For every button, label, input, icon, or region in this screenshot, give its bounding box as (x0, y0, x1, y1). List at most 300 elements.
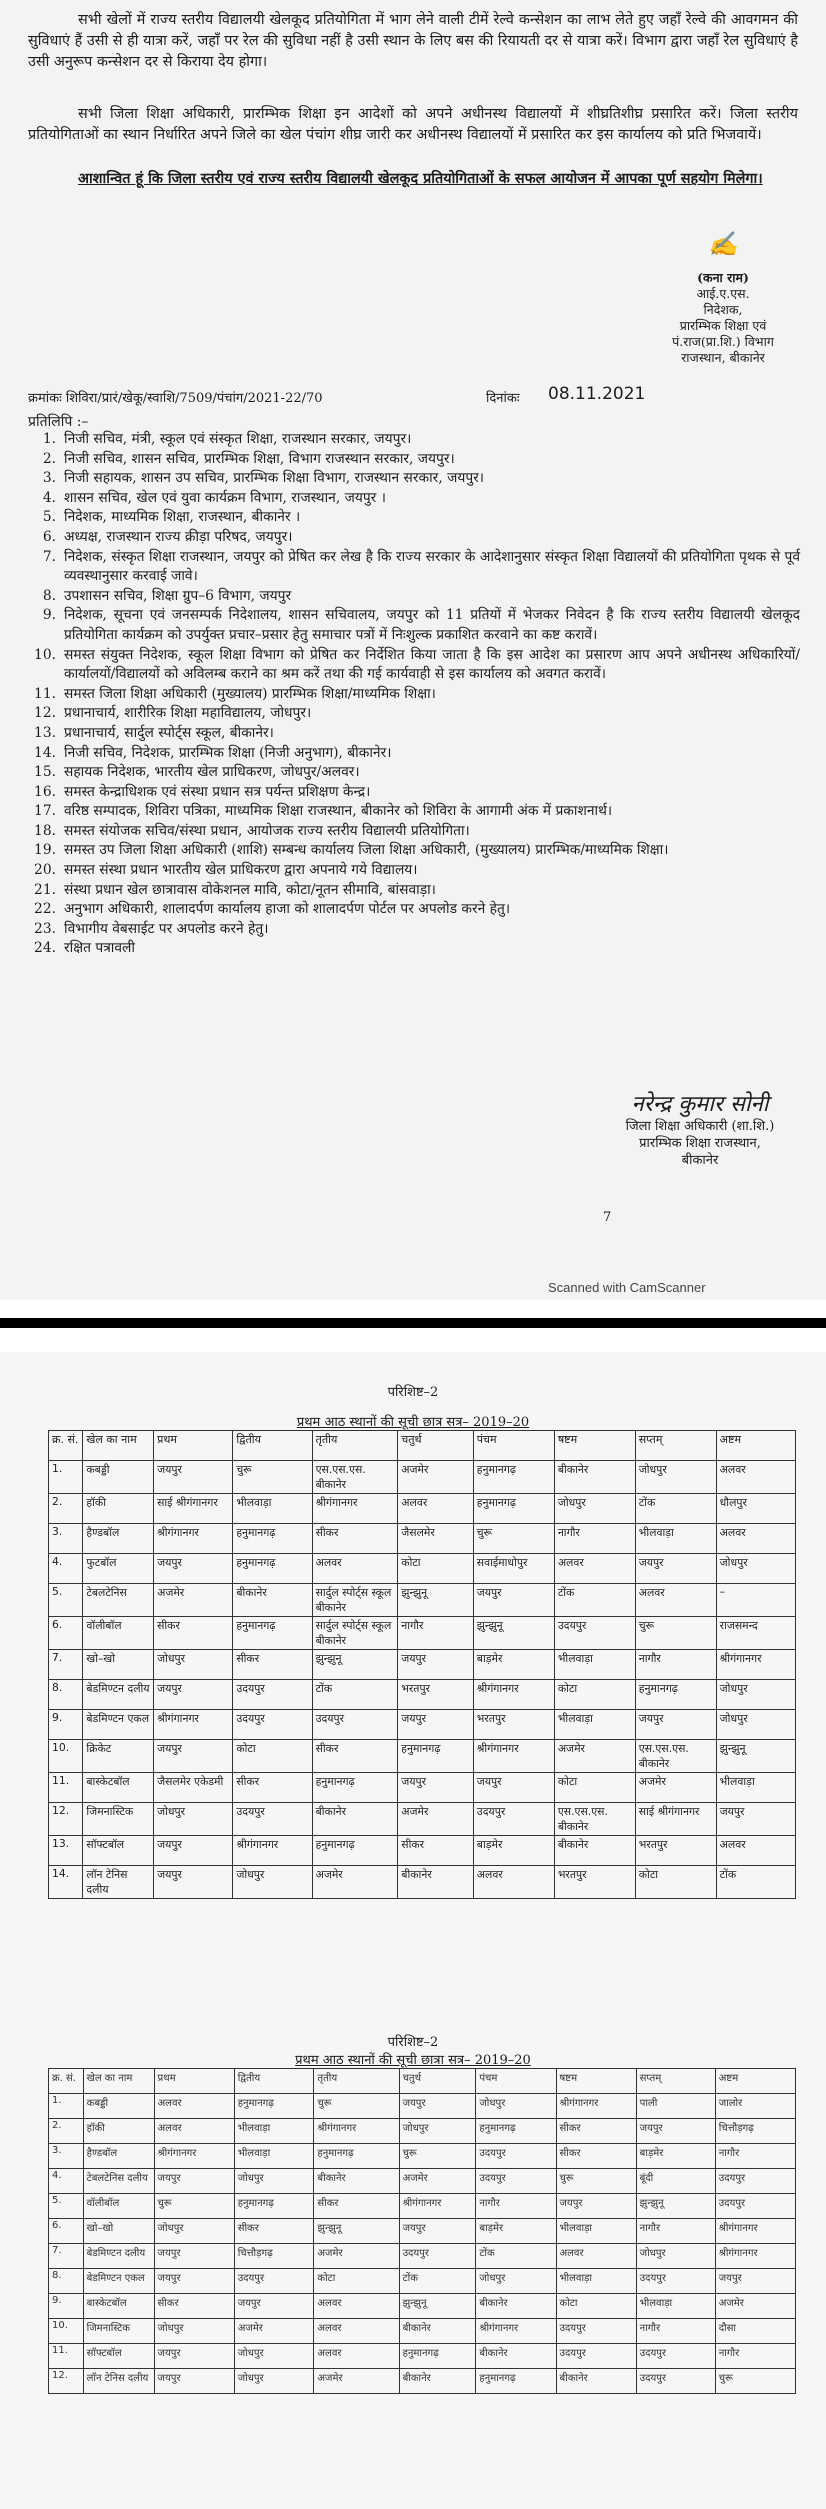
table-cell: श्रीगंगानगर (233, 1836, 312, 1866)
column-header: प्रथम (154, 2069, 234, 2094)
table-cell: श्रीगंगानगर (154, 1710, 233, 1740)
table-cell: 9. (49, 1710, 83, 1740)
table-cell: जोधपुर (476, 2094, 556, 2119)
copy-item-text: निजी सचिव, मंत्री, स्कूल एवं संस्कृत शिक्षा, राजस्थान सरकार, जयपुर। (64, 431, 412, 447)
copy-item-number: 17. (34, 803, 56, 820)
table-row (49, 2194, 796, 2219)
table-cell: बीकानेर (554, 1836, 635, 1866)
table-cell: 8. (49, 2269, 84, 2294)
table-cell: उदयपुर (233, 1710, 312, 1740)
signature-line: प्रारम्भिक शिक्षा एवं (679, 318, 767, 333)
table-header-row (49, 2069, 796, 2094)
copy-item-number: 6. (42, 528, 56, 545)
table-cell: वॉलीबॉल (83, 2194, 154, 2219)
copy-item-text: समस्त केन्द्राधिशक एवं संस्था प्रधान सत्र पर्यन्त प्रशिक्षण केन्द्र। (64, 783, 371, 800)
table-cell: सीकर (312, 1740, 398, 1773)
table-cell: झुन्झुनू (473, 1617, 554, 1650)
table-cell: नागौर (635, 1650, 716, 1680)
column-header: षष्टम (554, 1431, 635, 1461)
table-cell: बीकानेर (399, 2319, 476, 2344)
table-cell: एस.एस.एस. बीकानेर (635, 1740, 716, 1773)
table-header-row (49, 1431, 796, 1461)
table-cell: जैसलमेर एकेडमी (154, 1773, 233, 1803)
column-header: सप्तम् (636, 2069, 715, 2094)
table-cell: बेडमिण्टन दलीय (83, 1680, 154, 1710)
table-cell: हैण्डबॉल (83, 1524, 154, 1554)
date-label: दिनांकः (486, 391, 520, 406)
table-cell: जोधपुर (154, 2319, 234, 2344)
table-cell: अलवर (314, 2319, 399, 2344)
table-cell: जयपुर (716, 1803, 795, 1836)
copy-item-number: 9. (42, 607, 56, 624)
table-cell: नागौर (636, 2219, 715, 2244)
table-row (49, 2344, 796, 2369)
table-cell: जोधपुर (234, 2369, 314, 2394)
copy-item-text: सहायक निदेशक, भारतीय खेल प्राधिकरण, जोधपुर/अलवर। (64, 764, 360, 781)
annex-page (0, 1352, 826, 2509)
table-cell: नागौर (715, 2344, 795, 2369)
table-row (49, 1617, 796, 1650)
signature-line: बीकानेर (681, 1153, 719, 1168)
table-cell: टोंक (476, 2244, 556, 2269)
table-row (49, 1494, 796, 1524)
table-cell: जयपुर (154, 1866, 233, 1899)
table-cell: अजमेर (154, 1584, 233, 1617)
copy-item-number: 16. (34, 783, 56, 800)
table-cell: बास्केटबॉल (83, 2294, 154, 2319)
table-row (49, 2119, 796, 2144)
girls-annex-label: परिशिष्ट–2 (387, 2035, 439, 2050)
table-cell: बेडमिण्टन एकल (83, 2269, 154, 2294)
table-cell: बीकानेर (554, 1461, 635, 1494)
table-cell: चुरू (154, 2194, 234, 2219)
copy-item-number: 15. (34, 764, 56, 781)
boys-table-title: प्रथम आठ स्थानों की सूची छात्र सत्र– 2019–20 (296, 1415, 530, 1430)
table-cell: जिमनास्टिक (83, 1803, 154, 1836)
copy-item-text: अनुभाग अधिकारी, शालादर्पण कार्यालय हाजा को शालादर्पण पोर्टल पर अपलोड करने हेतु। (64, 901, 511, 918)
table-cell: चुरू (473, 1524, 554, 1554)
copy-list-item (30, 587, 800, 607)
table-cell: राजसमन्द (716, 1617, 795, 1650)
table-cell: उदयपुर (399, 2244, 476, 2269)
table-cell: उदयपुर (233, 1680, 312, 1710)
table-cell: अजमेर (312, 1866, 398, 1899)
table-cell: चित्तौड़गढ़ (715, 2119, 795, 2144)
copy-list-item (30, 920, 800, 940)
table-row (49, 1650, 796, 1680)
table-cell: जयपुर (635, 1710, 716, 1740)
table-cell: 12. (49, 1803, 83, 1836)
column-header: तृतीय (314, 2069, 399, 2094)
table-cell: भीलवाड़ा (234, 2119, 314, 2144)
column-header: प्रथम (154, 1431, 233, 1461)
table-cell: जयपुर (154, 1740, 233, 1773)
table-cell: श्रीगंगानगर (715, 2244, 795, 2269)
table-cell: 2. (49, 2119, 84, 2144)
table-cell: चुरू (556, 2169, 636, 2194)
table-cell: टोंक (399, 2269, 476, 2294)
table-cell: जोधपुर (554, 1494, 635, 1524)
table-cell: 3. (49, 2144, 84, 2169)
table-cell: चुरू (399, 2144, 476, 2169)
table-row (49, 2269, 796, 2294)
copy-list-item (30, 763, 800, 783)
table-cell: 4. (49, 2169, 84, 2194)
signature-scrawl: नरेन्द्र कुमार सोनी (631, 1092, 769, 1117)
table-cell: जयपुर (399, 2094, 476, 2119)
table-cell: कोटा (233, 1740, 312, 1773)
table-cell: जयपुर (154, 2344, 234, 2369)
table-cell: भीलवाड़ा (635, 1524, 716, 1554)
table-cell: 11. (49, 1773, 83, 1803)
table-cell: 12. (49, 2369, 84, 2394)
table-cell: झुन्झुनू (314, 2219, 399, 2244)
table-cell: श्रीगंगानगर (476, 2319, 556, 2344)
table-cell: बीकानेर (398, 1866, 474, 1899)
table-cell: जोधपुर (154, 1803, 233, 1836)
copy-list-item (30, 528, 800, 548)
copy-item-text: वरिष्ठ सम्पादक, शिविरा पत्रिका, माध्यमिक शिक्षा राजस्थान, बीकानेर को शिविरा के आगामी अंक में प्रकाशनार्थ। (64, 803, 613, 820)
table-cell: हॉकी (83, 2119, 154, 2144)
table-cell: लॉन टेनिस दलीय (83, 1866, 154, 1899)
table-cell: बाड़मेर (476, 2219, 556, 2244)
table-cell: नागौर (398, 1617, 474, 1650)
table-cell: बीकानेर (314, 2169, 399, 2194)
table-cell: चुरू (635, 1617, 716, 1650)
copy-item-text: निजी सचिव, निदेशक, प्रारम्भिक शिक्षा (निजी अनुभाग), बीकानेर। (64, 744, 392, 761)
copy-item-number: 10. (34, 646, 56, 663)
copy-list-item (30, 606, 800, 645)
date-value: 08.11.2021 (548, 384, 646, 404)
table-cell: 10. (49, 1740, 83, 1773)
table-cell: उदयपुर (636, 2344, 715, 2369)
table-cell: श्रीगंगानगर (473, 1680, 554, 1710)
boys-results-table (48, 1430, 796, 1899)
table-cell: 5. (49, 2194, 84, 2219)
table-row (49, 1710, 796, 1740)
table-cell: जयपुर (636, 2119, 715, 2144)
copy-item-number: 22. (34, 901, 56, 918)
table-cell: जोधपुर (716, 1554, 795, 1584)
table-row (49, 2144, 796, 2169)
table-cell: भरतपुर (398, 1680, 474, 1710)
table-cell: नागौर (554, 1524, 635, 1554)
table-cell: उदयपुर (715, 2194, 795, 2219)
table-cell: उदयपुर (476, 2144, 556, 2169)
table-cell: 8. (49, 1680, 83, 1710)
table-cell: उदयपुर (233, 1803, 312, 1836)
table-cell: धौलपुर (716, 1494, 795, 1524)
column-header: तृतीय (312, 1431, 398, 1461)
table-cell: टोंक (312, 1680, 398, 1710)
copy-item-number: 5. (42, 509, 56, 526)
copy-list-item (30, 430, 800, 450)
signature-scrawl: ✍ (708, 230, 738, 258)
table-row (49, 2294, 796, 2319)
table-row (49, 2244, 796, 2269)
copy-item-text: समस्त संयोजक सचिव/संस्था प्रधान, आयोजक राज्य स्तरीय विद्यालयी प्रतियोगिता। (64, 822, 470, 839)
table-cell: सीकर (314, 2194, 399, 2219)
table-cell: हनुमानगढ़ (233, 1524, 312, 1554)
column-header: द्वितीय (233, 1431, 312, 1461)
table-cell: खो–खो (83, 1650, 154, 1680)
signature-line: प्रारम्भिक शिक्षा राजस्थान, (639, 1136, 761, 1151)
table-cell: बीकानेर (556, 2369, 636, 2394)
table-cell: खो–खो (83, 2219, 154, 2244)
table-cell: जयपुर (473, 1584, 554, 1617)
table-row (49, 1584, 796, 1617)
table-cell: जयपुर (635, 1554, 716, 1584)
table-cell: टेबलटेनिस (83, 1584, 154, 1617)
table-cell: जयपुर (154, 2369, 234, 2394)
table-cell: जालोर (715, 2094, 795, 2119)
table-cell: बीकानेर (233, 1584, 312, 1617)
copy-item-text: रक्षित पत्रावली (64, 940, 135, 957)
column-header: क्र. सं. (49, 2069, 84, 2094)
column-header: खेल का नाम (83, 2069, 154, 2094)
table-cell: सीकर (398, 1836, 474, 1866)
copy-list-item (30, 646, 800, 685)
table-cell: नागौर (636, 2319, 715, 2344)
copy-item-text: शासन सचिव, खेल एवं युवा कार्यक्रम विभाग, राजस्थान, जयपुर । (64, 489, 386, 506)
table-cell: उदयपुर (476, 2169, 556, 2194)
table-cell: टेबलटेनिस दलीय (83, 2169, 154, 2194)
reference-number: क्रमांकः शिविरा/प्रारं/खेकू/स्वाशि/7509/पंचांग/2021-22/70 (28, 391, 323, 406)
table-cell: जोधपुर (234, 2344, 314, 2369)
table-cell: 1. (49, 2094, 84, 2119)
table-cell: जोधपुर (234, 2169, 314, 2194)
copy-list-item (30, 939, 800, 959)
table-row (49, 2094, 796, 2119)
copy-list-item (30, 469, 800, 489)
table-cell: जोधपुर (636, 2244, 715, 2269)
column-header: क्र. सं. (49, 1431, 83, 1461)
table-cell: सीकर (154, 1617, 233, 1650)
table-cell: पाली (636, 2094, 715, 2119)
girls-results-table (48, 2068, 796, 2394)
table-cell: भीलवाड़ा (636, 2294, 715, 2319)
column-header: द्वितीय (234, 2069, 314, 2094)
paragraph-closing: आशान्वित हूं कि जिला स्तरीय एवं राज्य स्तरीय विद्यालयी खेलकूद प्रतियोगिताओं के सफल आयोजन में आपका पूर्ण सहयोग मिलेगा। (78, 170, 763, 187)
table-cell: अलवर (554, 1554, 635, 1584)
column-header: सप्तम् (635, 1431, 716, 1461)
signature-line: राजस्थान, बीकानेर (681, 350, 765, 365)
copy-item-number: 1. (42, 431, 56, 447)
table-cell: हॉकी (83, 1494, 154, 1524)
table-cell: क्रिकेट (83, 1740, 154, 1773)
copy-list-item (30, 900, 800, 920)
copy-item-number: 13. (34, 724, 56, 741)
table-cell: सीकर (312, 1524, 398, 1554)
table-cell: चुरू (715, 2369, 795, 2394)
table-row (49, 1836, 796, 1866)
table-cell: जयपुर (398, 1710, 474, 1740)
table-cell: 1. (49, 1461, 83, 1494)
table-cell: अजमेर (398, 1803, 474, 1836)
table-cell: एस.एस.एस. बीकानेर (312, 1461, 398, 1494)
table-cell: चित्तौड़गढ़ (234, 2244, 314, 2269)
table-cell: जोधपुर (154, 1650, 233, 1680)
table-cell: हनुमानगढ़ (314, 2144, 399, 2169)
table-cell: कबड्डी (83, 1461, 154, 1494)
table-cell: श्रीगंगानगर (314, 2119, 399, 2144)
table-cell: कोटा (554, 1773, 635, 1803)
table-row (49, 2169, 796, 2194)
copy-item-number: 2. (42, 450, 56, 467)
copy-item-text: निदेशक, संस्कृत शिक्षा राजस्थान, जयपुर को प्रेषित कर लेख है कि राज्य सरकार के आदेशानुसार संस्कृत शिक्षा विद्यालयों की प्रतियोगिता पृथक से पूर्व व्यवस्थानुसार करवाई जावे। (64, 548, 800, 585)
signature-designation: आई.ए.एस. (696, 286, 750, 301)
copy-item-text: निदेशक, माध्यमिक शिक्षा, राजस्थान, बीकानेर । (64, 509, 301, 526)
table-cell: झुन्झुनू (312, 1650, 398, 1680)
table-cell: बेडमिण्टन एकल (83, 1710, 154, 1740)
table-cell: साई श्रीगंगानगर (154, 1494, 233, 1524)
table-cell: उदयपुर (715, 2169, 795, 2194)
table-cell: हनुमानगढ़ (473, 1461, 554, 1494)
table-cell: एस.एस.एस. बीकानेर (554, 1803, 635, 1836)
copy-item-number: 18. (34, 822, 56, 839)
table-cell: 9. (49, 2294, 84, 2319)
table-cell: अजमेर (314, 2369, 399, 2394)
table-row (49, 1680, 796, 1710)
table-cell: श्रीगंगानगर (312, 1494, 398, 1524)
copy-item-text: संस्था प्रधान खेल छात्रावास वोकेशनल मावि, कोटा/नूतन सीमावि, बांसवाड़ा। (64, 881, 436, 898)
table-cell: बास्केटबॉल (83, 1773, 154, 1803)
copy-list-item (30, 881, 800, 901)
copy-item-text: निजी सचिव, शासन सचिव, प्रारम्भिक शिक्षा, विभाग राजस्थान सरकार, जयपुर। (64, 450, 455, 467)
table-cell: बीकानेर (399, 2369, 476, 2394)
table-cell: उदयपुर (473, 1803, 554, 1836)
copy-item-number: 14. (34, 744, 56, 761)
signature-line: जिला शिक्षा अधिकारी (शा.शि.) (625, 1119, 775, 1134)
copy-item-text: निजी सहायक, शासन उप सचिव, प्रारम्भिक शिक्षा विभाग, राजस्थान सरकार, जयपुर। (64, 470, 485, 487)
table-cell: सीकर (234, 2219, 314, 2244)
table-cell: लॉन टेनिस दलीय (83, 2369, 154, 2394)
table-cell: अलवर (154, 2119, 234, 2144)
table-row (49, 1740, 796, 1773)
table-cell: अलवर (473, 1866, 554, 1899)
table-cell: चुरू (233, 1461, 312, 1494)
table-cell: बाड़मेर (636, 2144, 715, 2169)
table-cell: झुन्झुनू (399, 2294, 476, 2319)
table-cell: कोटा (635, 1866, 716, 1899)
copy-item-text: अध्यक्ष, राजस्थान राज्य क्रीड़ा परिषद, जयपुर। (64, 528, 293, 545)
table-cell: जयपुर (473, 1773, 554, 1803)
table-cell: अजमेर (314, 2244, 399, 2269)
table-row (49, 1461, 796, 1494)
table-row (49, 1524, 796, 1554)
table-cell: जयपुर (399, 2219, 476, 2244)
table-cell: भीलवाड़ा (233, 1494, 312, 1524)
table-cell: सॉफ्टबॉल (83, 2344, 154, 2369)
column-header: पंचम (476, 2069, 556, 2094)
table-cell: नागौर (715, 2144, 795, 2169)
copy-item-text: प्रधानाचार्य, सार्दुल स्पोर्ट्स स्कूल, बीकानेर। (64, 724, 274, 741)
table-cell: झुन्झुनू (398, 1584, 474, 1617)
table-cell: उदयपुर (234, 2269, 314, 2294)
copy-item-number: 20. (34, 862, 56, 879)
table-cell: हनुमानगढ़ (312, 1773, 398, 1803)
copy-list-item (30, 704, 800, 724)
copy-item-text: विभागीय वेबसाईट पर अपलोड करने हेतु। (64, 920, 269, 937)
table-cell: भीलवाड़ा (716, 1773, 795, 1803)
copy-item-text: समस्त संयुक्त निदेशक, स्कूल शिक्षा विभाग को प्रेषित कर निर्देशित किया जाता है कि इस आदेश का प्रसारण आप अपने अधीनस्थ अधिकारियों/कार्यालयों/विद्यालयों को अविलम्ब कराने का श्रम करें तथा की गई कार्यवाही से इस कार्यालय को अवगत करावें। (64, 646, 800, 683)
table-cell: हनुमानगढ़ (476, 2369, 556, 2394)
table-cell: बीकानेर (476, 2344, 556, 2369)
table-cell: जयपुर (398, 1650, 474, 1680)
table-cell: अलवर (716, 1461, 795, 1494)
copy-list-item (30, 744, 800, 764)
table-cell: जयपुर (154, 2269, 234, 2294)
signature-name: (कना राम) (697, 270, 749, 285)
table-cell: श्रीगंगानगर (715, 2219, 795, 2244)
table-cell: अलवर (398, 1494, 474, 1524)
table-cell: उदयपुर (554, 1617, 635, 1650)
table-cell: हनुमानगढ़ (476, 2119, 556, 2144)
scanner-watermark: Scanned with CamScanner (548, 1280, 706, 1295)
annex-title: परिशिष्ट–2 (387, 1385, 439, 1400)
table-row (49, 1803, 796, 1836)
table-cell: सीकर (556, 2144, 636, 2169)
column-header: चतुर्थ (399, 2069, 476, 2094)
table-cell: 5. (49, 1584, 83, 1617)
table-cell: बीकानेर (312, 1803, 398, 1836)
table-cell: भीलवाड़ा (554, 1650, 635, 1680)
column-header: अष्टम (715, 2069, 795, 2094)
table-cell: उदयपुर (556, 2344, 636, 2369)
column-header: अष्टम (716, 1431, 795, 1461)
table-cell: उदयपुर (312, 1710, 398, 1740)
table-cell: टोंक (554, 1584, 635, 1617)
table-cell: हनुमानगढ़ (635, 1680, 716, 1710)
copy-list-item (30, 685, 800, 705)
signature-line: पं.राज(प्रा.शि.) विभाग (672, 334, 774, 349)
table-cell: जोधपुर (716, 1680, 795, 1710)
table-cell: 2. (49, 1494, 83, 1524)
column-header: षष्टम (556, 2069, 636, 2094)
table-cell: श्रीगंगानगर (473, 1740, 554, 1773)
copy-list-item (30, 841, 800, 861)
copy-item-number: 4. (42, 489, 56, 506)
table-cell: अलवर (312, 1554, 398, 1584)
copy-list-item (30, 783, 800, 803)
table-cell: जिमनास्टिक (83, 2319, 154, 2344)
table-cell: वॉलीबॉल (83, 1617, 154, 1650)
table-cell: श्रीगंगानगर (154, 1524, 233, 1554)
copy-item-text: उपशासन सचिव, शिक्षा ग्रुप–6 विभाग, जयपुर (64, 587, 292, 604)
table-row (49, 1866, 796, 1899)
table-cell: सीकर (233, 1650, 312, 1680)
table-cell: जोधपुर (233, 1866, 312, 1899)
table-cell: अलवर (635, 1584, 716, 1617)
table-cell: जयपुर (715, 2269, 795, 2294)
table-cell: अलवर (716, 1524, 795, 1554)
copy-item-number: 12. (34, 705, 56, 722)
copy-item-text: समस्त जिला शिक्षा अधिकारी (मुख्यालय) प्रारम्भिक शिक्षा/माध्यमिक शिक्षा। (64, 685, 436, 702)
copy-item-number: 3. (42, 470, 56, 487)
copy-list-item (30, 548, 800, 587)
table-cell: जोधपुर (716, 1710, 795, 1740)
table-cell: हनुमानगढ़ (234, 2094, 314, 2119)
table-cell: 6. (49, 1617, 83, 1650)
table-cell: कोटा (554, 1680, 635, 1710)
table-cell: बूंदी (636, 2169, 715, 2194)
table-cell: जयपुर (154, 1461, 233, 1494)
table-cell: जोधपुर (399, 2119, 476, 2144)
table-cell: भीलवाड़ा (556, 2269, 636, 2294)
table-cell: भरतपुर (473, 1710, 554, 1740)
table-cell: कोटा (556, 2294, 636, 2319)
table-row (49, 2319, 796, 2344)
